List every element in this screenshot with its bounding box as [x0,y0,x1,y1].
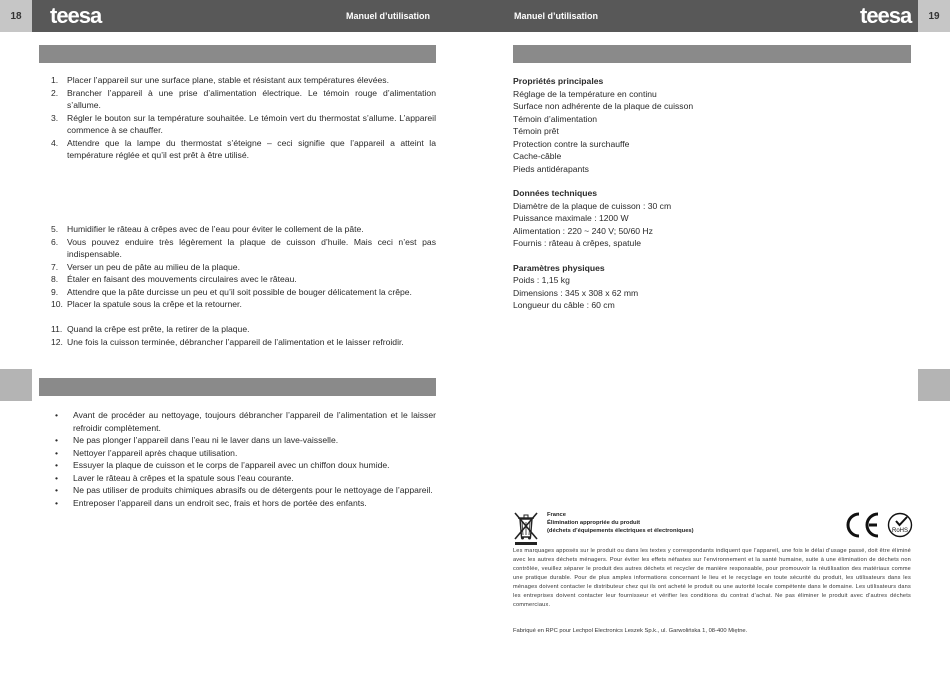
list-item: • Essuyer la plaque de cuisson et le corps de l’appareil avec un chiffon doux humide. [55,460,390,470]
svg-text:RoHS: RoHS [891,528,909,534]
step-item: 12. Une fois la cuisson terminée, débrancher l’appareil de l’alimentation et le laisser refroidir. [51,336,404,347]
spec-item: Témoin d’alimentation [513,113,598,124]
step-item: 6. Vous pouvez enduire très légèrement la plaque de cuisson d’huile. Mais ceci n’est pas indispensable. [51,236,436,259]
spec-item: Puissance maximale : 1200 W [513,213,629,223]
step-item: 4. Attendre que la lampe du thermostat s’éteigne – ceci signifie que l’appareil a atteint la température réglée et qu’il est prêt à être utilisé. [51,137,436,160]
usage-steps-part3 [51,323,436,348]
spec-group-technical [513,187,911,250]
step-item: 9. Attendre que la pâte durcisse un peu et qu’il soit possible de bouger délicatement la crêpe. [51,286,412,297]
side-tab-left [0,369,32,401]
list-item: • Laver le râteau à crêpes et la spatule sous l’eau courante. [55,472,294,483]
spec-item: Diamètre de la plaque de cuisson : 30 cm [513,200,672,211]
teesa-logo-left: teesa [50,3,102,28]
section-bar-specifications [513,45,911,63]
ce-mark-icon [843,510,883,540]
list-item: • Ne pas plonger l’appareil dans l’eau ni le laver dans un lave-vaisselle. [55,435,339,445]
spec-item: Témoin prêt [513,126,559,136]
weee-bin-icon [513,511,539,541]
weee-underline-bar [515,542,537,545]
spec-item: Alimentation : 220 ~ 240 V; 50/60 Hz [513,225,653,236]
step-item: 2. Brancher l’appareil à une prise d’alimentation électrique. Le témoin rouge d’alimentation s’allume. [51,87,436,110]
list-item: • Ne pas utiliser de produits chimiques abrasifs ou de détergents pour le nettoyage de l’appareil. [55,485,433,495]
specifications [513,75,911,324]
usage-steps-part2 [51,223,436,311]
spec-item: Réglage de la température en continu [513,88,657,99]
spec-heading: Propriétés principales [513,76,604,86]
step-item: 11. Quand la crêpe est prête, la retirer de la plaque. [51,324,250,334]
spec-item: Fournis : râteau à crêpes, spatule [513,238,642,248]
spec-item: Cache-câble [513,151,562,161]
step-item: 3. Régler le bouton sur la température souhaitée. Le témoin vert du thermostat s’allume. L’appareil commence à se chauffer. [51,112,436,135]
step-item: 1. Placer l’appareil sur une surface plane, stable et résistant aux températures élevées. [51,75,389,85]
header-title-right: Manuel d’utilisation [514,11,599,21]
spec-item: Pieds antidérapants [513,163,589,174]
header-title-left: Manuel d’utilisation [346,11,431,21]
manufacturer-note: Fabriqué en RPC pour Lechpol Electronics Leszek Sp.k., ul. Garwolińska 1, 08-400 Miętne. [513,628,748,634]
section-bar-usage [39,45,436,63]
step-item: 7. Verser un peu de pâte au milieu de la plaque. [51,261,240,272]
spec-group-properties [513,75,911,175]
weee-heading: France Élimination appropriée du produit (déchets d’équipements électriques et électroniques) [547,512,694,534]
step-item: 5. Humidifier le râteau à crêpes avec de l’eau pour éviter le collement de la pâte. [51,224,364,234]
page-number-left: 18 [0,0,32,32]
step-item: 10. Placer la spatule sous la crêpe et la retourner. [51,299,242,309]
spec-item: Surface non adhérente de la plaque de cuisson [513,101,694,111]
section-bar-maintenance [39,378,436,396]
step-item: 8. Étaler en faisant des mouvements circulaires avec le râteau. [51,274,297,284]
spec-item: Longueur du câble : 60 cm [513,300,615,310]
weee-disclaimer: Les marquages apposés sur le produit ou dans les textes y correspondants indiquent que l’appareil, une fois le délai d’usage passé, doit être éliminé avec les autres déchets ménagers. Pour éviter les effets néfastes sur l’environnement et la santé humaine, suite à une élimination de déchets non contrôlée, veuillez séparer le produit des autres déchets et recycler de manière responsable, pour promouvoir la réutilisation des matériaux comme une pratique durable. Pour de plus amples informations concernant le lieu et le recyclage en toute sécurité du produit, les utilisateurs dans les ménages doivent contacter le distributeur chez qui ils ont acheté le produit ou une autorité locale compétente dans le domaine. Les utilisateurs dans les entreprises doivent contacter leur fournisseur et vérifier les conditions du contrat d’achat. Ne pas éliminer le produit avec d’autres déchets commerciaux. [513,548,911,608]
spec-heading: Paramètres physiques [513,262,605,273]
page-number-right: 19 [918,0,950,32]
top-header-bar [0,0,950,32]
spec-heading: Données techniques [513,188,598,198]
list-item: • Entreposer l’appareil dans un endroit sec, frais et hors de portée des enfants. [55,497,367,508]
rohs-icon [887,512,913,538]
teesa-logo-right: teesa [860,3,912,28]
list-item: • Nettoyer l’appareil après chaque utilisation. [55,447,238,458]
maintenance-list [55,409,436,509]
spec-item: Dimensions : 345 x 308 x 62 mm [513,287,639,298]
spec-item: Poids : 1,15 kg [513,275,570,285]
side-tab-right [918,369,950,401]
usage-steps-part1 [51,74,436,162]
list-item: • Avant de procéder au nettoyage, toujours débrancher l’appareil de l’alimentation et le laisser refroidir complètement. [55,410,436,433]
spec-group-physical [513,262,911,312]
spec-item: Protection contre la surchauffe [513,138,630,149]
